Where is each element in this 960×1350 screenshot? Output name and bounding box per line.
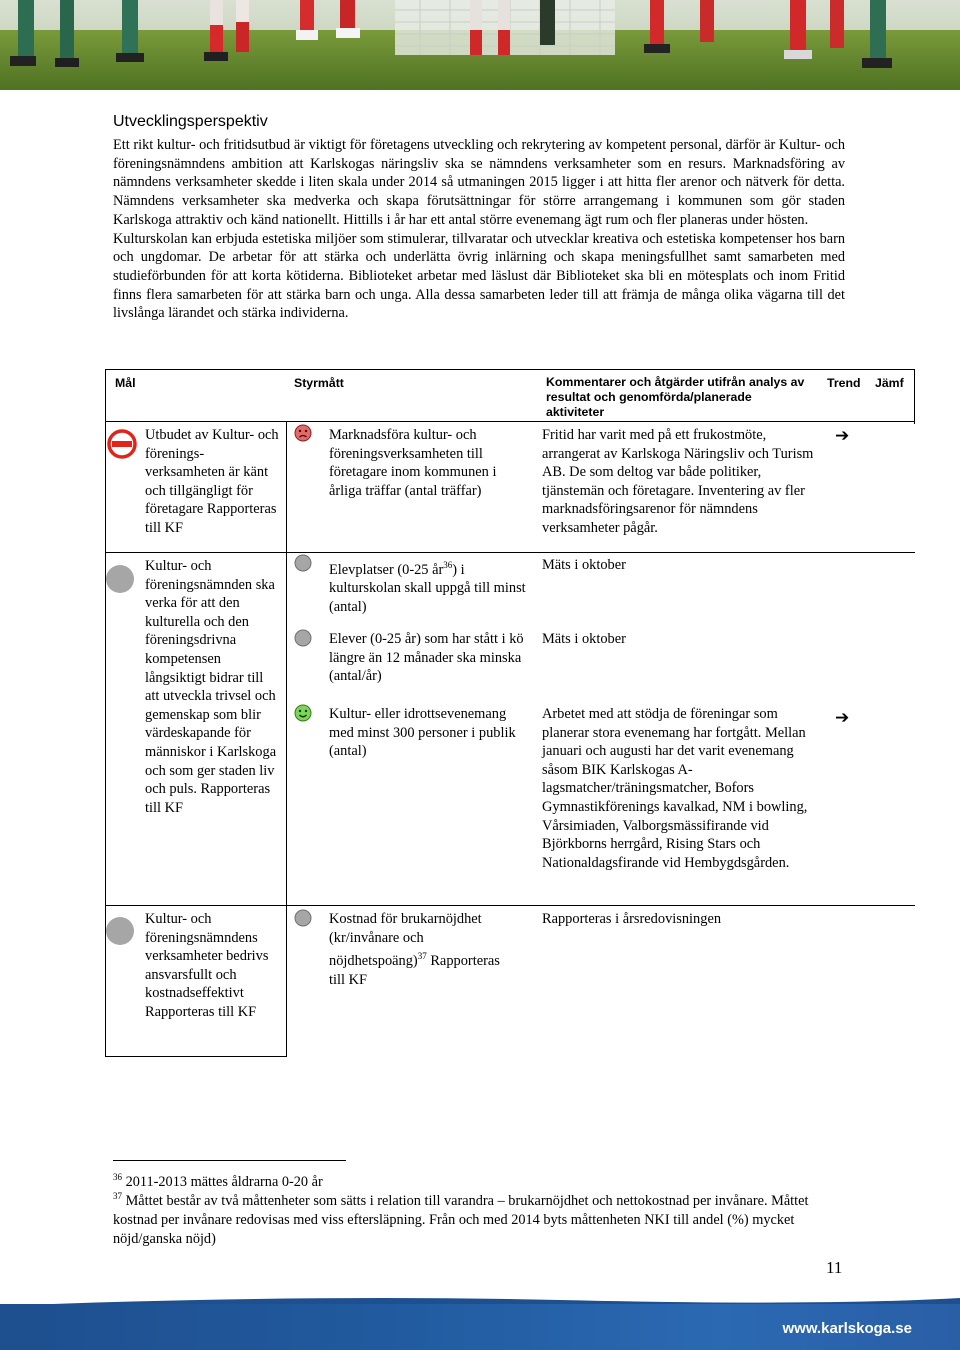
- grey-status-icon: [294, 909, 312, 927]
- intro-paragraph: Kulturskolan kan erbjuda estetiska miljöer som stimulerar, tillvaratar och utvecklar kreativa och estetiska kompetenser hos barn och ungdomar. De arbetar för att stärka och underlätta övrig inlärning och skapa meningsfullhet samt samarbeten med studieförbunden för att korta kötiderna. Biblioteket arbetar med läslust där Biblioteket ska bli en mötesplats och inom Fritid finns flera samarbeten för att stärka barn och unga. Alla dessa samarbeten leder till att främja de många olika vägarna till det livslånga lärandet och stärka individerna.: [113, 230, 845, 322]
- footnote-ref: 36: [443, 560, 453, 570]
- goal-text: Kultur- och föreningsnämnden ska verka för att den kulturella och den föreningsdrivna kompetensen långsiktigt bidrar till att utveckla trivsel och gemenskap som blir värdeskapande för människor i Karlskoga och som ger staden liv och puls. Rapporteras till KF: [145, 558, 277, 816]
- happy-face-icon: [294, 704, 312, 722]
- measure-text: Elever (0-25 år) som har stått i kö längre än 12 månader ska minska (antal/år): [329, 631, 524, 685]
- footnote-text: 2011-2013 mättes åldrarna 0-20 år: [125, 1174, 323, 1190]
- footnote-text: Måttet består av två måttenheter som sätts i relation till varandra – brukarnöjdhet och nettokostnad per invånare. Måttet kostnad per invånare redovisas med viss eftersläpning. Från och med 2014 byts måttenheten NKI till andel (%) mycket nöjd/ganska nöjd): [113, 1193, 809, 1247]
- goal-text: Utbudet av Kultur- och förenings-verksamheten är känt och tillgängligt för företagare Rapporteras till KF: [145, 427, 279, 536]
- section-heading: Utvecklingsperspektiv: [113, 113, 268, 130]
- comment-text: Fritid har varit med på ett frukostmöte, arrangerat av Karlskoga Näringsliv och Turism AB. De som deltog var både politiker, tjänstemän och företagare. Inventering av fler marknadsföringsarenor för nämndens verksamheter pågår.: [542, 427, 814, 536]
- trend-arrow-icon: ➔: [835, 708, 850, 728]
- footnote-ref: 37: [417, 951, 427, 962]
- goal-table: [105, 369, 915, 1058]
- trend-arrow-icon: ➔: [835, 426, 850, 446]
- measure-text: [329, 910, 514, 989]
- grey-status-icon: [105, 916, 135, 946]
- comment-text: Mäts i oktober: [542, 631, 626, 647]
- intro-text: [113, 136, 845, 323]
- measure-text: Kultur- eller idrottsevenemang med minst 300 personer i publik (antal): [329, 706, 516, 760]
- footnote-rule: [113, 1160, 346, 1161]
- footnote: [113, 1187, 833, 1249]
- goal-text: Kultur- och föreningsnämndens verksamheter bedrivs ansvarsfullt och kostnadseffektivt Rapporteras till KF: [145, 911, 269, 1020]
- grey-status-icon: [105, 564, 135, 594]
- measure-text: [329, 556, 534, 617]
- header-styrmatt: Styrmått: [294, 376, 344, 390]
- measure-text-part: ) i kulturskolan skall uppgå till minst (antal): [329, 561, 526, 615]
- intro-paragraph: Ett rikt kultur- och fritidsutbud är viktigt för företagens utveckling och rekrytering av kompetent personal, därför är Kultur- och föreningsnämndens ambition att Karlskogas näringsliv ska se nämndens verksamheter som en resurs. Marknadsföring av nämndens verksamheter skedde i liten skala under 2014 så utmaningen 2015 ligger i att hitta fler arenor och nätverk för detta. Nämndens verksamheter ska medverka och skapa förutsättningar för större arrangemang i kommunen som gör staden Karlskoga attraktiv och känd nationellt. Hittills i år har ett antal större evenemang ägt rum och fler planeras under hösten.: [113, 137, 845, 228]
- measure-text-part: Rapporteras till KF: [329, 952, 500, 988]
- comment-text: Mäts i oktober: [542, 557, 626, 573]
- footnote-number: 37: [113, 1191, 122, 1201]
- measure-text: Marknadsföra kultur- och föreningsverksamheten till företagare inom kommunen i årliga träffar (antal träffar): [329, 427, 497, 499]
- page-number: 11: [826, 1258, 843, 1277]
- header-trend: Trend: [827, 376, 861, 390]
- footnote-number: 36: [113, 1172, 122, 1182]
- grey-status-icon: [294, 629, 312, 647]
- measure-text-part: Elevplatser (0-25 år: [329, 561, 444, 578]
- measure-text-part: Kostnad för brukarnöjdhet (kr/invånare och nöjdhetspoäng): [329, 911, 482, 969]
- comment-text: Arbetet med att stödja de föreningar som planerar stora evenemang har fortgått. Mellan januari och augusti har det varit evenemang såsom BIK Karlskogas A-lagsmatcher/träningsmatcher, Bofors Gymnastikförenings kavalkad, NM i bowling, Vårsimiaden, Valborgsmässifirande vid Björkborns herrgård, Rising Stars och Nationaldagsfirande vid Hembygdsgården.: [542, 706, 808, 871]
- grey-status-icon: [294, 554, 312, 572]
- sad-face-icon: [294, 424, 312, 442]
- no-entry-icon: [107, 429, 137, 459]
- header-mal: Mål: [115, 376, 136, 390]
- header-kommentarer: Kommentarer och åtgärder utifrån analys av resultat och genomförda/planerade aktiviteter: [546, 375, 805, 419]
- header-jamf: Jämf: [875, 376, 904, 390]
- comment-text: Rapporteras i årsredovisningen: [542, 911, 722, 927]
- footer-url[interactable]: www.karlskoga.se: [782, 1320, 912, 1337]
- header-photo: [0, 0, 960, 90]
